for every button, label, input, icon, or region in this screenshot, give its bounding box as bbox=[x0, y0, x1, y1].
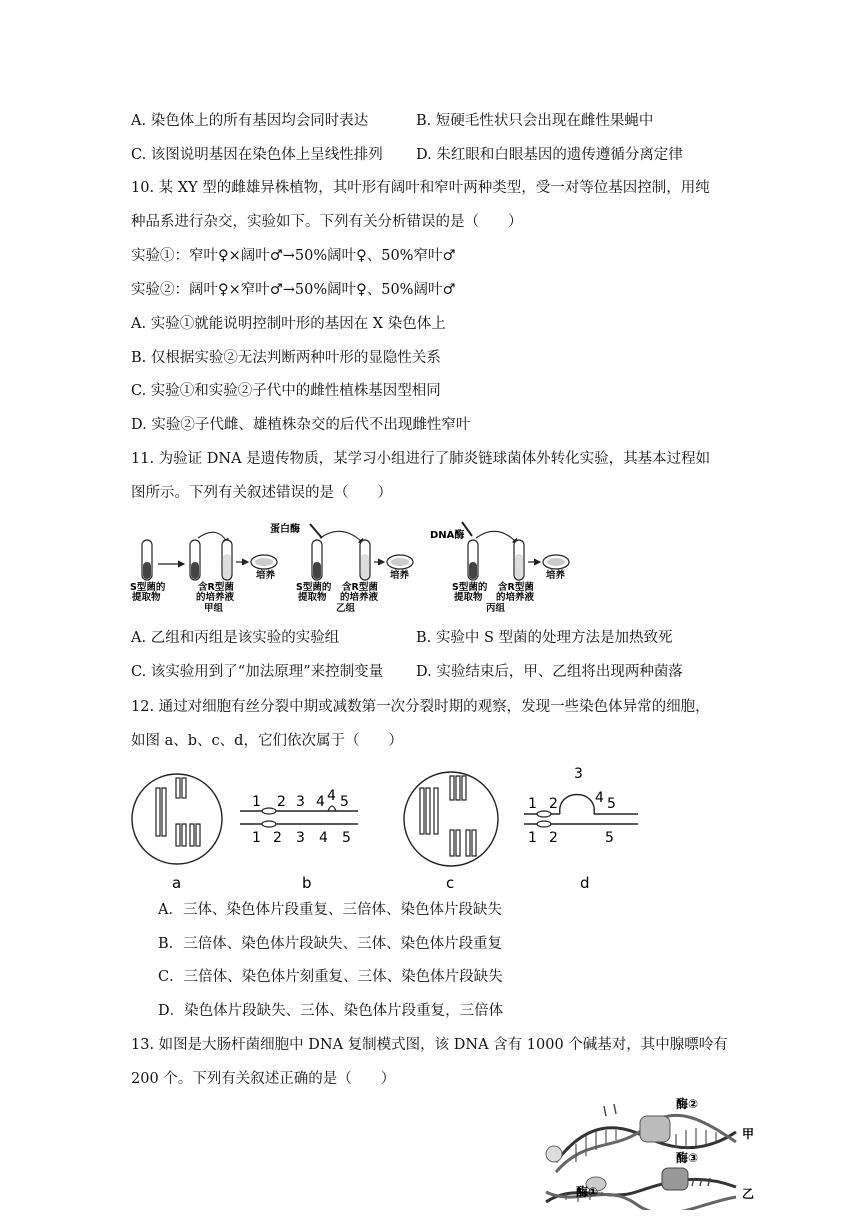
q10-experiment-2: 实验②：阔叶♀×窄叶♂→50%阔叶♀、50%阔叶♂ bbox=[131, 282, 456, 298]
b-bottom-5: 5 bbox=[342, 830, 351, 846]
label-r-medium: 含R型菌 bbox=[342, 582, 378, 593]
d-bottom-2: 2 bbox=[549, 830, 558, 846]
q12-stem-line2: 如图 a、b、c、d，它们依次属于（ ） bbox=[131, 733, 403, 749]
q10-option-b: B. 仅根据实验②无法判断两种叶形的显隐性关系 bbox=[131, 350, 441, 366]
q10-option-a: A. 实验①就能说明控制叶形的基因在 X 染色体上 bbox=[131, 316, 446, 332]
q10-experiment-1: 实验①：窄叶♀×阔叶♂→50%阔叶♀、50%窄叶♂ bbox=[131, 248, 456, 264]
label-group-jia: 甲组 bbox=[204, 603, 224, 614]
q11-option-d: D. 实验结束后，甲、乙组将出现两种菌落 bbox=[416, 664, 683, 680]
cell-a bbox=[132, 774, 222, 864]
q11-option-a: A. 乙组和丙组是该实验的实验组 bbox=[131, 630, 340, 646]
q10-option-d: D. 实验②子代雌、雄植株杂交的后代不出现雌性窄叶 bbox=[131, 417, 471, 433]
q9-option-b: B. 短硬毛性状只会出现在雌性果蝇中 bbox=[416, 113, 654, 129]
b-top-2: 2 bbox=[277, 794, 286, 810]
label-enzyme-3: 酶③ bbox=[676, 1151, 699, 1165]
label-culture: 培养 bbox=[390, 570, 410, 581]
chromosome-pair-d bbox=[524, 766, 638, 846]
b-bottom-4: 4 bbox=[319, 830, 328, 846]
q9-option-a: A. 染色体上的所有基因均会同时表达 bbox=[131, 113, 369, 129]
label-s-extract: S型菌的 bbox=[296, 582, 332, 593]
label-c: c bbox=[446, 874, 455, 892]
d-top-1: 1 bbox=[528, 796, 537, 812]
q13-stem-line1: 13. 如图是大肠杆菌细胞中 DNA 复制模式图，该 DNA 含有 1000 个碱基对，其中腺嘌呤有 bbox=[131, 1037, 728, 1053]
d-top-5: 5 bbox=[607, 796, 616, 812]
transformation-experiment-figure bbox=[128, 518, 588, 616]
label-group-yi: 乙组 bbox=[336, 603, 356, 614]
group-yi-diagram bbox=[270, 522, 413, 614]
label-protease: 蛋白酶 bbox=[270, 524, 300, 535]
b-top-4: 4 bbox=[316, 794, 325, 810]
label-medium: 的培养液 bbox=[196, 592, 235, 603]
chromosome-abnormality-figure bbox=[128, 756, 648, 896]
b-top-5: 5 bbox=[340, 794, 349, 810]
label-a: a bbox=[172, 874, 182, 892]
label-d: d bbox=[580, 874, 590, 892]
chromosome-pair-b bbox=[240, 788, 358, 846]
label-jia: 甲 bbox=[742, 1127, 755, 1141]
label-extract: 提取物 bbox=[298, 592, 327, 603]
q9-option-d: D. 朱红眼和白眼基因的遗传遵循分离定律 bbox=[416, 147, 683, 163]
label-medium: 的培养液 bbox=[496, 592, 535, 603]
label-culture: 培养 bbox=[256, 570, 276, 581]
b-bottom-2: 2 bbox=[273, 830, 282, 846]
q11-stem-line2: 图所示。下列有关叙述错误的是（ ） bbox=[131, 485, 392, 501]
d-top-2: 2 bbox=[549, 796, 558, 812]
q12-option-d: D．染色体片段缺失、三体、染色体片段重复，三倍体 bbox=[158, 1003, 504, 1019]
label-group-bing: 丙组 bbox=[486, 603, 506, 614]
cell-c bbox=[404, 772, 498, 866]
label-yi: 乙 bbox=[742, 1187, 755, 1201]
label-s-extract: S型菌的 bbox=[452, 582, 488, 593]
group-jia-diagram bbox=[130, 532, 277, 614]
label-extract: 提取物 bbox=[132, 592, 161, 603]
label-enzyme-2: 酶② bbox=[676, 1097, 699, 1111]
label-extract: 提取物 bbox=[454, 592, 483, 603]
q12-option-b: B．三倍体、染色体片段缺失、三体、染色体片段重复 bbox=[158, 936, 503, 952]
q10-option-c: C. 实验①和实验②子代中的雌性植株基因型相同 bbox=[131, 383, 441, 399]
d-bottom-1: 1 bbox=[528, 830, 537, 846]
q11-stem-line1: 11. 为验证 DNA 是遗传物质，某学习小组进行了肺炎链球菌体外转化实验，其基本过程如 bbox=[131, 451, 711, 467]
b-top-1: 1 bbox=[252, 794, 261, 810]
q10-stem-line1: 10. 某 XY 型的雌雄异株植物，其叶形有阔叶和窄叶两种类型，受一对等位基因控制，用纯 bbox=[131, 180, 710, 196]
b-bottom-1: 1 bbox=[252, 830, 261, 846]
b-top-4-dup: 4 bbox=[327, 788, 336, 804]
d-top-3: 3 bbox=[574, 766, 583, 782]
d-bottom-5: 5 bbox=[605, 830, 614, 846]
q11-option-c: C. 该实验用到了“加法原理”来控制变量 bbox=[131, 664, 384, 680]
label-medium: 的培养液 bbox=[340, 592, 379, 603]
label-r-medium: 含R型菌 bbox=[498, 582, 534, 593]
label-r-medium: 含R型菌 bbox=[198, 582, 234, 593]
q13-stem-line2: 200 个。下列有关叙述正确的是（ ） bbox=[131, 1071, 396, 1087]
label-s-extract: S型菌的 bbox=[130, 582, 166, 593]
d-top-4: 4 bbox=[595, 790, 604, 806]
q11-option-b: B. 实验中 S 型菌的处理方法是加热致死 bbox=[416, 630, 673, 646]
q12-option-c: C．三倍体、染色体片刻重复、三体、染色体片段缺失 bbox=[158, 969, 503, 985]
label-culture: 培养 bbox=[546, 570, 566, 581]
label-b: b bbox=[302, 874, 312, 892]
q12-option-a: A．三体、染色体片段重复、三倍体、染色体片段缺失 bbox=[158, 902, 502, 918]
q10-stem-line2: 种品系进行杂交，实验如下。下列有关分析错误的是（ ） bbox=[131, 214, 523, 230]
group-bing-diagram bbox=[430, 522, 569, 614]
b-bottom-3: 3 bbox=[296, 830, 305, 846]
q9-option-c: C. 该图说明基因在染色体上呈线性排列 bbox=[131, 147, 383, 163]
label-enzyme-1: 酶① bbox=[576, 1185, 599, 1199]
q12-stem-line1: 12. 通过对细胞有丝分裂中期或减数第一次分裂时期的观察，发现一些染色体异常的细胞， bbox=[131, 699, 710, 715]
label-dnase: DNA酶 bbox=[430, 530, 465, 541]
b-top-3: 3 bbox=[296, 794, 305, 810]
dna-replication-figure bbox=[536, 1092, 766, 1210]
